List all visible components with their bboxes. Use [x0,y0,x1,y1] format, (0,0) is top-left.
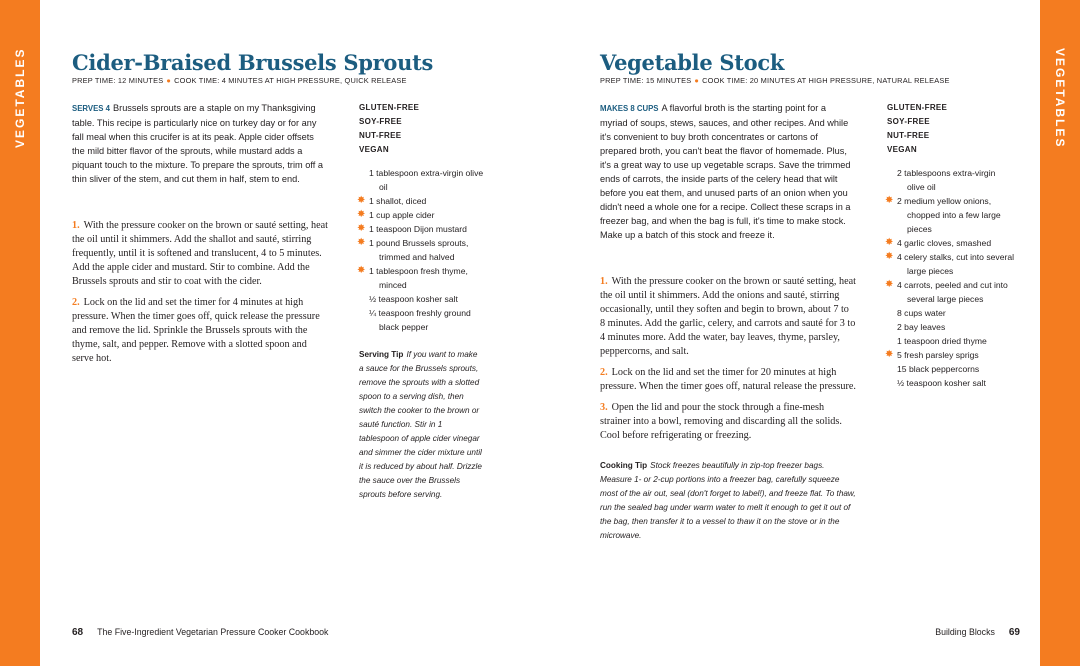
serves-label: MAKES 8 CUPS [600,104,659,113]
diet-tag: NUT-FREE [887,131,930,140]
step-text: With the pressure cooker on the brown or sauté setting, heat the oil until it shimmers. Add the shallot and sauté, stirring frequently, until it is softened and translucent, 4 to 5 minutes. Add the apple cider and mustard. Stir to combine. Add the Brussels sprouts and stir to coat with the cider. [72,220,328,287]
cook-time: COOK TIME: 4 MINUTES AT HIGH PRESSURE, QUICK RELEASE [174,76,407,85]
chapter-title: Building Blocks [935,627,995,637]
page-number: 69 [1008,627,1020,638]
step-text: Lock on the lid and set the timer for 20 minutes at high pressure. When the timer goes off, natural release the pressure. [600,367,856,392]
step-number: 1. [600,276,608,287]
right-page [600,0,1020,666]
star-ingredient-icon: ✸ [885,349,894,360]
recipe-times [72,76,407,85]
step-text: Lock on the lid and set the timer for 4 minutes at high pressure. When the timer goes off, quick release the pressure and remove the lid. Sprinkle the Brussels sprouts with the thyme, salt, and pepper. Remove with a slotted spoon and serve hot. [72,297,320,364]
step-number: 1. [72,220,80,231]
prep-time: PREP TIME: 12 MINUTES [72,76,164,85]
ingredient-item: ½ teaspoon kosher salt [369,294,458,304]
ingredient-list [359,166,487,334]
serving-tip [359,348,483,502]
diet-tag: NUT-FREE [359,131,402,140]
step-number: 2. [600,367,608,378]
ingredient-item: ✸ 2 medium yellow onions, chopped into a few large pieces [885,195,1001,234]
ingredient-item: 1 teaspoon dried thyme [897,336,987,346]
page-number: 68 [72,627,84,638]
page-footer [72,627,328,638]
diet-tag: SOY-FREE [887,117,930,126]
recipe-sidebar [359,101,487,502]
ingredient-item: ½ teaspoon kosher salt [897,378,986,388]
bullet-dot-icon: ● [166,76,172,85]
star-ingredient-icon: ✸ [357,223,366,234]
right-section-tab [1040,0,1080,666]
ingredient-item: ✸ 1 teaspoon Dijon mustard [357,223,467,234]
star-ingredient-icon: ✸ [357,265,366,276]
cook-time: COOK TIME: 20 MINUTES AT HIGH PRESSURE, NATURAL RELEASE [702,76,950,85]
step [600,366,856,394]
step [600,401,856,443]
star-ingredient-icon: ✸ [357,195,366,206]
ingredient-item: ¼ teaspoon freshly ground black pepper [369,308,471,332]
bullet-dot-icon: ● [694,76,700,85]
recipe-steps [600,275,856,543]
step [72,219,328,289]
intro-text: Brussels sprouts are a staple on my Thanksgiving table. This recipe is particularly nice on turkey day or for any fall meal when this crucifer is at its peak. Apple cider offsets the mild bitter flavor of the sprouts, while mustard adds a piquant touch to the mixture. To prepare the sprouts, trim off a thin sliver of the stem, and cut them in half, stem to end. [72,103,323,184]
ingredient-item: 15 black peppercorns [897,364,980,374]
diet-tags [359,101,487,157]
diet-tags [887,101,1015,157]
step [72,296,328,366]
step [600,275,856,359]
step-number: 2. [72,297,80,308]
ingredient-item: 2 tablespoons extra-virgin olive oil [897,168,996,192]
diet-tag: SOY-FREE [359,117,402,126]
ingredient-list [887,166,1015,390]
step-number: 3. [600,402,608,413]
diet-tag: GLUTEN-FREE [359,103,420,112]
ingredient-item: ✸ 1 shallot, diced [357,195,427,206]
step-text: Open the lid and pour the stock through a fine-mesh strainer into a bowl, removing and discarding all the solids. Cool before refrigerating or freezing. [600,402,842,441]
step-text: With the pressure cooker on the brown or sauté setting, heat the oil until it shimmers. Add the onions and sauté, stirring occasionally, until they soften and begin to brown, about 7 to 8 minutes. Add the garlic, celery, and carrots and sauté for 3 to 4 minutes more. Add the water, bay leaves, thyme, parsley, peppercorns, and salt. [600,276,856,357]
tip-text: Stock freezes beautifully in zip-top freezer bags. Measure 1- or 2-cup portions into a freezer bag, carefully squeeze most of the air out, seal (don't forget to label!), and freeze flat. To thaw, run the sealed bag under warm water to melt it enough to get it out of the bag, then transfer it to a vessel to thaw it on the stove or in the microwave. [600,461,856,540]
left-page [72,0,492,666]
star-ingredient-icon: ✸ [885,279,894,290]
section-label: VEGETABLES [1053,48,1067,149]
star-ingredient-icon: ✸ [885,195,894,206]
recipe-title: Vegetable Stock [600,50,785,75]
ingredient-item: ✸ 1 pound Brussels sprouts, trimmed and halved [357,237,469,262]
intro-text: A flavorful broth is the starting point for a myriad of soups, stews, sauces, and other recipes. And while it's convenient to buy broth concentrates or cartons of prepared broth, you can't beat the flavor of homemade. Plus, it's a great way to use up vegetable scraps. Save the trimmed ends of carrots, the inside parts of the celery head that wilt before you eat them, and unused parts of an onion when you didn't need a whole one for a recipe. Collect these scraps in a freezer bag, and when the bag is full, it's time to make stock. Make up a batch of this stock and freeze it. [600,103,851,240]
ingredient-item: ✸ 1 cup apple cider [357,209,435,220]
star-ingredient-icon: ✸ [357,209,366,220]
ingredient-item: ✸ 4 carrots, peeled and cut into several large pieces [885,279,1008,304]
serves-label: SERVES 4 [72,104,110,113]
recipe-title: Cider-Braised Brussels Sprouts [72,50,434,75]
ingredient-item: ✸ 4 celery stalks, cut into several large pieces [885,251,1015,276]
ingredient-item: ✸ 4 garlic cloves, smashed [885,237,992,248]
prep-time: PREP TIME: 15 MINUTES [600,76,692,85]
diet-tag: VEGAN [887,145,917,154]
book-title: The Five-Ingredient Vegetarian Pressure Cooker Cookbook [97,627,329,637]
page-footer [935,627,1020,638]
star-ingredient-icon: ✸ [357,237,366,248]
ingredient-item: 8 cups water [897,308,946,318]
recipe-steps [72,219,328,373]
recipe-intro [600,101,854,242]
ingredient-item: ✸ 1 tablespoon fresh thyme, minced [357,265,468,290]
tip-text: If you want to make a sauce for the Brussels sprouts, remove the sprouts with a slotted spoon to a serving dish, then switch the cooker to the brown or sauté function. Stir in 1 tablespoon of apple cider vinegar and simmer the cider mixture until it is reduced by about half. Drizzle the sauce over the Brussels sprouts before serving. [359,350,482,499]
tip-label: Cooking Tip [600,461,648,470]
cooking-tip [600,459,858,543]
left-section-tab [0,0,40,666]
star-ingredient-icon: ✸ [885,237,894,248]
star-ingredient-icon: ✸ [885,251,894,262]
ingredient-item: 2 bay leaves [897,322,946,332]
section-label: VEGETABLES [13,48,27,149]
recipe-intro [72,101,326,186]
tip-label: Serving Tip [359,350,404,359]
diet-tag: VEGAN [359,145,389,154]
ingredient-item: ✸ 5 fresh parsley sprigs [885,349,979,360]
diet-tag: GLUTEN-FREE [887,103,948,112]
recipe-sidebar [887,101,1015,390]
ingredient-item: 1 tablespoon extra-virgin olive oil [369,168,484,192]
recipe-times [600,76,950,85]
